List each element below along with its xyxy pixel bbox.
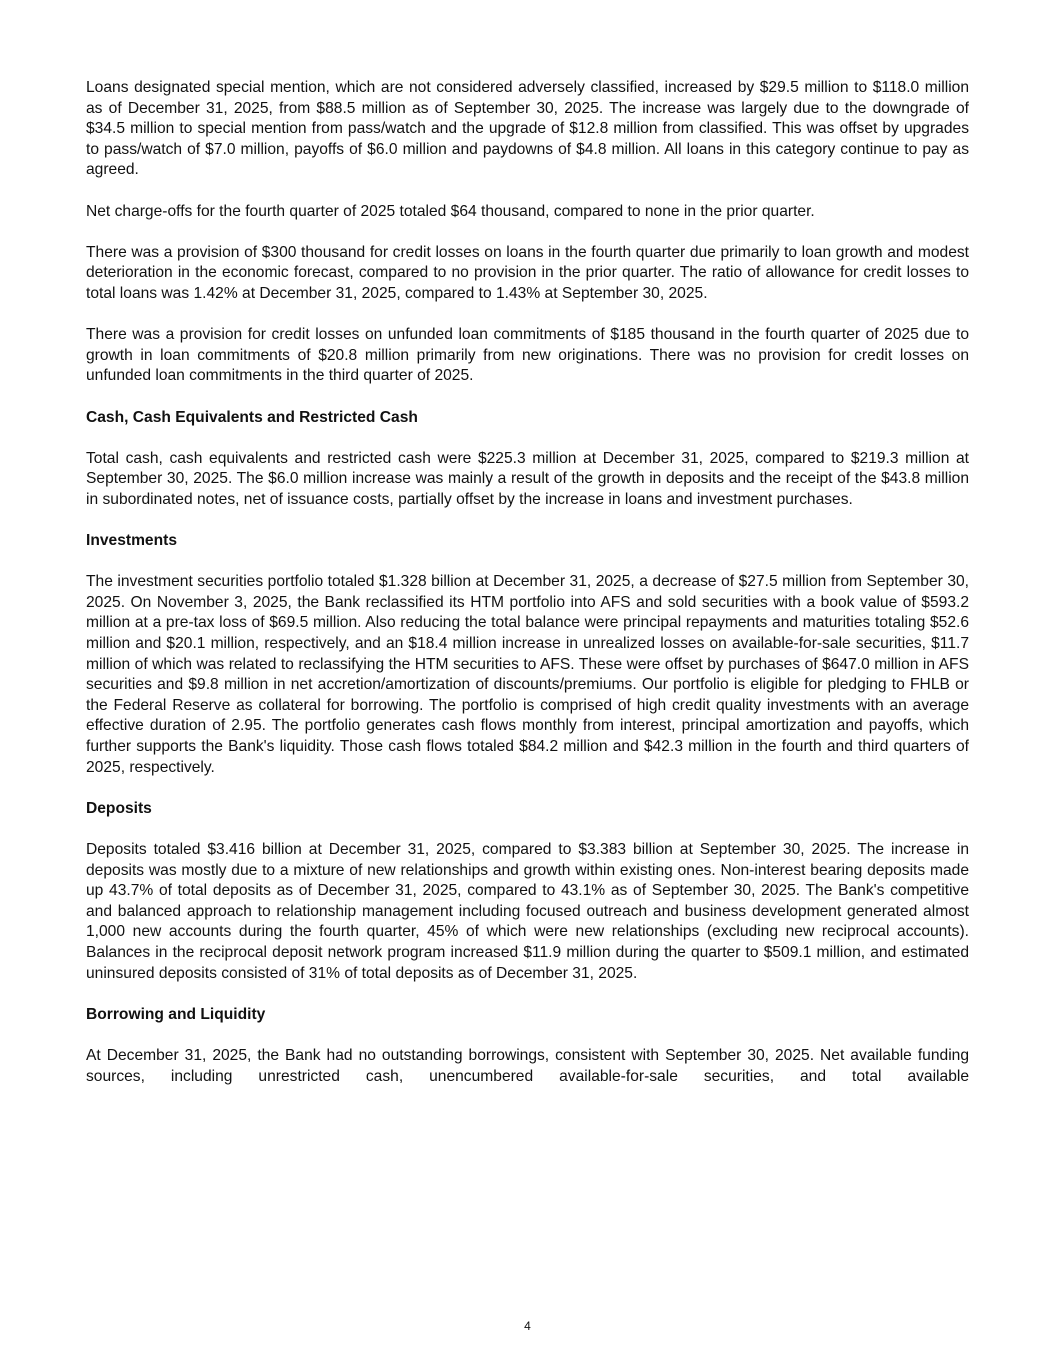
heading-borrowing: Borrowing and Liquidity [86,1005,266,1023]
paragraph-provision-loans: There was a provision of $300 thousand for credit losses on loans in the fourth quarter due primarily to loan growth and modest deterioration in the economic forecast, compared to no provision in the prior quarter. The ratio of allowance for credit losses to total loans was 1.42% at December 31, 2025, compared to 1.43% at September 30, 2025. [86,243,969,302]
heading-cash: Cash, Cash Equivalents and Restricted Cash [86,408,418,426]
paragraph-provision-unfunded: There was a provision for credit losses on unfunded loan commitments of $185 thousand in the fourth quarter of 2025 due to growth in loan commitments of $20.8 million primarily from new originations. There was no provision for credit losses on unfunded loan commitments in the third quarter of 2025. [86,326,969,385]
heading-investments: Investments [86,532,177,550]
paragraph-borrowing: At December 31, 2025, the Bank had no outstanding borrowings, consistent with September 30, 2025. Net available funding sources, including unrestricted cash, unencumbered available-for-sale securities, and total available [86,1046,969,1085]
paragraph-net-charge-offs: Net charge-offs for the fourth quarter of 2025 totaled $64 thousand, compared to none in the prior quarter. [86,202,815,220]
paragraph-special-mention: Loans designated special mention, which are not considered adversely classified, increased by $29.5 million to $118.0 million as of December 31, 2025, from $88.5 million as of September 30, 2025. The increase was largely due to the downgrade of $34.5 million to special mention from pass/watch and the upgrade of $12.8 million from classified. This was offset by upgrades to pass/watch of $7.0 million, payoffs of $6.0 million and paydowns of $4.8 million. All loans in this category continue to pay as agreed. [86,79,969,179]
paragraph-investments: The investment securities portfolio totaled $1.328 billion at December 31, 2025, a decrease of $27.5 million from September 30, 2025. On November 3, 2025, the Bank reclassified its HTM portfolio into AFS and sold securities with a book value of $593.2 million at a pre-tax loss of $69.5 million. Also reducing the total balance were principal repayments and maturities totaling $52.6 million and $20.1 million, respectively, and an $18.4 million increase in unrealized losses on available-for-sale securities, $11.7 million of which was related to reclassifying the HTM securities to AFS. These were offset by purchases of $647.0 million in AFS securities and $9.8 million in net accretion/amortization of discounts/premiums. Our portfolio is eligible for pledging to FHLB or the Federal Reserve as collateral for borrowing. The portfolio is comprised of high credit quality investments with an average effective duration of 2.95. The portfolio generates cash flows monthly from interest, principal amortization and payoffs, which further supports the Bank's liquidity. Those cash flows totaled $84.2 million and $42.3 million in the fourth and third quarters of 2025, respectively. [86,573,969,776]
paragraph-cash: Total cash, cash equivalents and restricted cash were $225.3 million at December 31, 2025, compared to $219.3 million at September 30, 2025. The $6.0 million increase was mainly a result of the growth in deposits and the receipt of the $43.8 million in subordinated notes, net of issuance costs, partially offset by the increase in loans and investment purchases. [86,449,969,508]
page-number: 4 [524,1319,531,1333]
document-body [86,78,969,1108]
paragraph-deposits: Deposits totaled $3.416 billion at December 31, 2025, compared to $3.383 billion at September 30, 2025. The increase in deposits was mostly due to a mixture of new relationships and growth within existing ones. Non-interest bearing deposits made up 43.7% of total deposits as of December 31, 2025, compared to 43.1% as of September 30, 2025. The Bank's competitive and balanced approach to relationship management including focused outreach and business development generated almost 1,000 new accounts during the fourth quarter, 45% of which were new relationships (excluding new reciprocal accounts). Balances in the reciprocal deposit network program increased $11.9 million during the quarter to $509.1 million, and estimated uninsured deposits consisted of 31% of total deposits as of December 31, 2025. [86,840,969,982]
heading-deposits: Deposits [86,799,152,817]
